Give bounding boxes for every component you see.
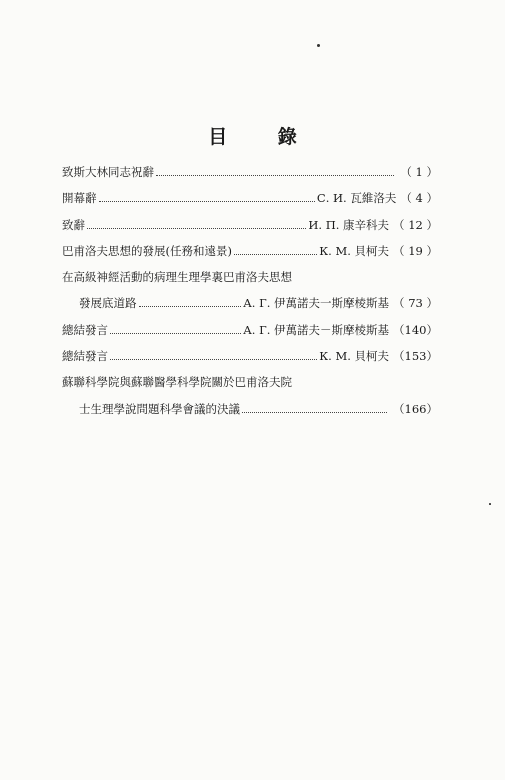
speck-top [317,44,320,47]
toc-entry [62,188,438,208]
toc-entry [62,346,438,366]
entry-page: （ 1 ） [400,165,438,179]
entry-title: 總結發言 [62,322,108,337]
entry-title: 總結發言 [62,349,108,364]
dot-leader [99,189,315,202]
entry-title: 士生理學說問題科學會議的決議 [79,401,240,416]
entry-title: 發展底道路 [79,296,137,311]
toc-entry [62,267,438,287]
entry-title: 在高級神經活動的病理生理學裏巴甫洛夫思想 [62,270,292,285]
dot-leader [139,294,242,307]
entry-page: （153） [393,349,438,364]
dot-leader [156,163,394,176]
dot-leader [242,400,387,413]
entry-author: И. П. 康辛科夫 [308,217,390,232]
toc-entry [62,241,438,261]
dot-leader [110,321,241,334]
entry-title: 致斯大林同志祝辭 [62,165,154,179]
entry-page: （140） [393,322,438,337]
entry-title: 開幕辭 [62,191,97,206]
entry-author: К. М. 貝柯夫 [319,243,390,258]
toc-entry [62,162,438,182]
entry-author: К. М. 貝柯夫 [319,349,390,364]
entry-page: （ 12 ） [393,217,438,232]
toc-entry [62,293,438,313]
entry-page: （ 4 ） [400,191,438,206]
speck-right [489,503,491,505]
toc-entry [62,320,438,340]
toc-entry [62,399,438,419]
table-of-contents [62,162,438,425]
dot-leader [234,242,317,255]
entry-title: 致辭 [62,217,85,232]
toc-entry [62,372,438,392]
entry-author: А. Г. 伊萬諾夫一斯摩棱斯基 [243,296,390,311]
entry-author: С. И. 瓦維洛夫 [316,191,397,206]
entry-page: （ 73 ） [393,296,438,311]
entry-author: А. Г. 伊萬諾夫－斯摩棱斯基 [243,322,390,337]
entry-page: （ 19 ） [393,243,438,258]
dot-leader [87,216,306,229]
entry-title: 巴甫洛夫思想的發展(任務和遠景) [62,243,232,258]
dot-leader [110,347,317,360]
toc-entry [62,215,438,235]
page-title: 目 錄 [208,126,319,148]
entry-page: （166） [393,401,438,416]
entry-title: 蘇聯科學院與蘇聯醫學科學院關於巴甫洛夫院 [62,375,292,390]
